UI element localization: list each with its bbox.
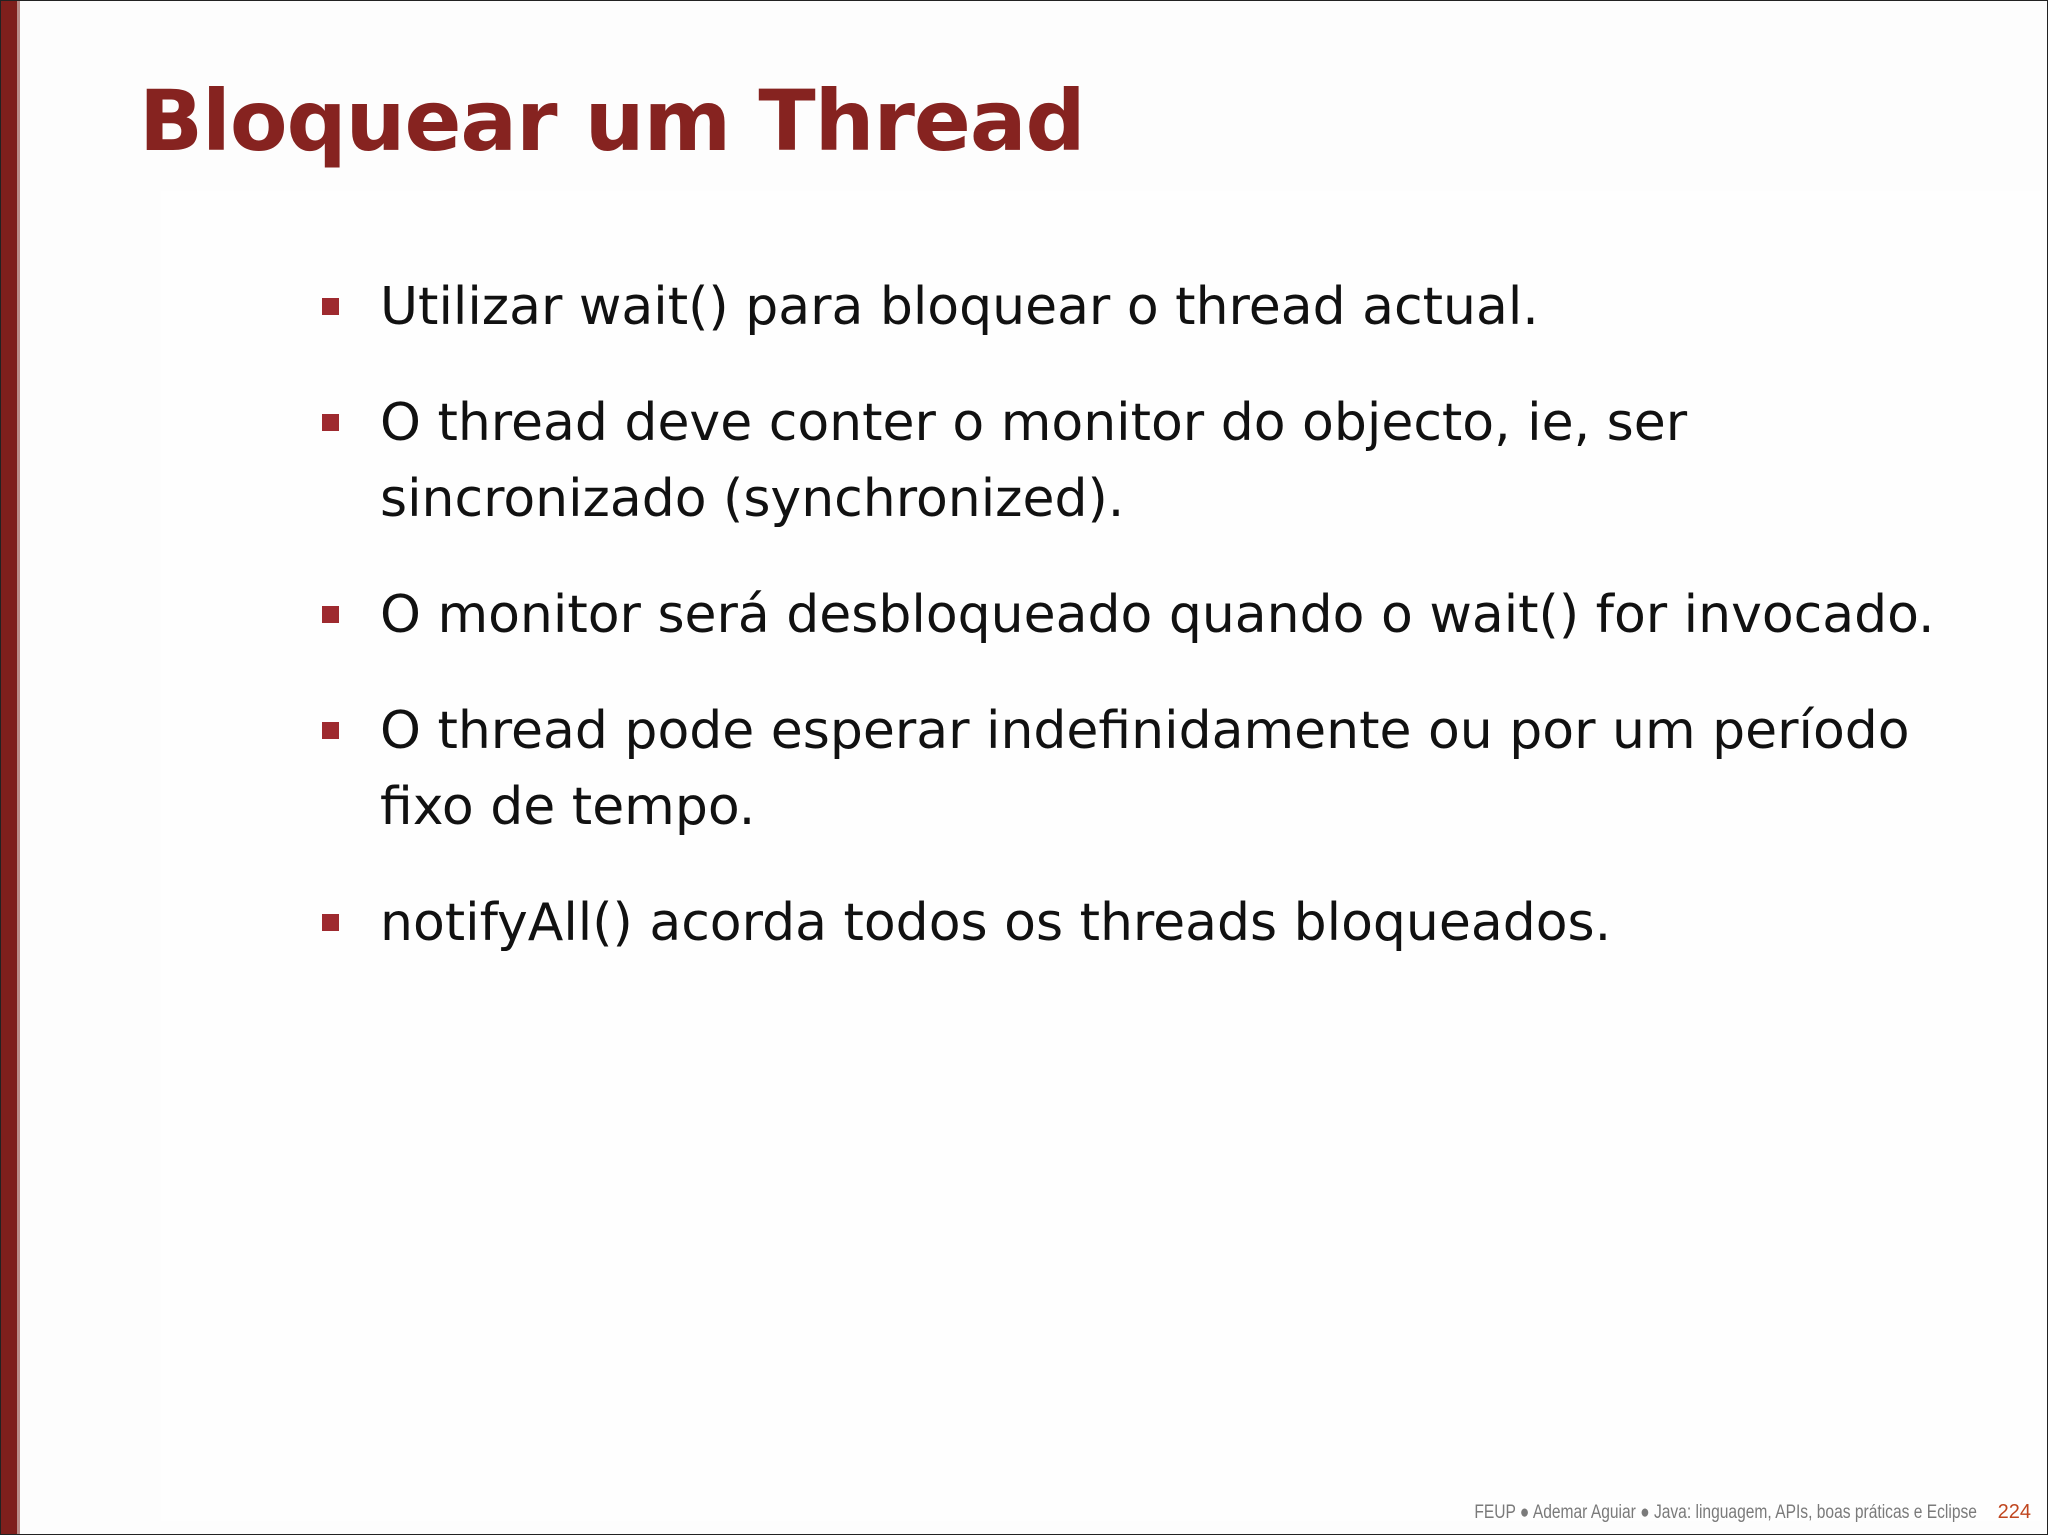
left-accent-bar [1, 1, 17, 1534]
square-bullet-icon [322, 414, 339, 431]
bullet-text: O thread deve conter o monitor do objecto, ie, ser sincronizado (synchronized). [380, 393, 1688, 529]
bullet-item [317, 269, 2007, 345]
square-bullet-icon [322, 606, 339, 623]
bullet-item [317, 693, 2007, 845]
page-number: 224 [1997, 1501, 2031, 1523]
slide-footer: FEUP ● Ademar Aguiar ● Java: linguagem, APIs, boas práticas e Eclipse [1474, 1502, 1977, 1523]
bullet-item [317, 385, 2007, 537]
slide-title: Bloquear um Thread [139, 72, 1085, 170]
square-bullet-icon [322, 722, 339, 739]
bullet-text: Utilizar wait() para bloquear o thread actual. [380, 277, 1539, 337]
bullet-text: O monitor será desbloqueado quando o wait() for invocado. [380, 585, 1935, 645]
bullet-text: O thread pode esperar indefinidamente ou por um período fixo de tempo. [380, 701, 1910, 837]
bullet-list [317, 269, 2007, 1001]
square-bullet-icon [322, 298, 339, 315]
left-accent-bar-edge [17, 1, 20, 1534]
bullet-item [317, 577, 2007, 653]
bullet-item [317, 885, 2007, 961]
bullet-text: notifyAll() acorda todos os threads bloqueados. [380, 893, 1612, 953]
square-bullet-icon [322, 914, 339, 931]
